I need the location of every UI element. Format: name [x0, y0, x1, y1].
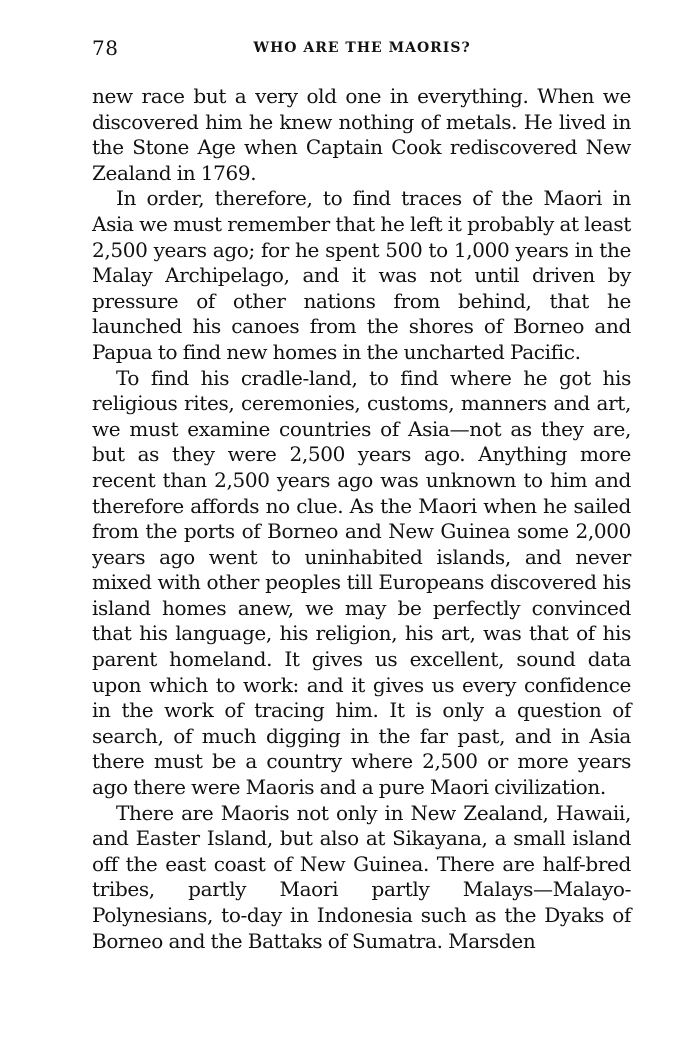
page-number: 78 — [92, 36, 119, 60]
page-header — [92, 36, 632, 62]
running-title: WHO ARE THE MAORIS? — [253, 40, 471, 56]
body-text — [92, 84, 631, 954]
paragraph: In order, therefore, to find traces of the Maori in Asia we must remember that he left it probably at least 2,500 years ago; for he spent 500 to 1,000 years in the Malay Archipelago, and it was not until driven by pressure of other nations from behind, that he launched his canoes from the shores of Borneo and Papua to find new homes in the uncharted Pacific. — [92, 186, 631, 364]
paragraph-continued: new race but a very old one in everything. When we discovered him he knew nothing of metals. He lived in the Stone Age when Captain Cook rediscovered New Zealand in 1769. — [92, 84, 631, 185]
paragraph: There are Maoris not only in New Zealand, Hawaii, and Easter Island, but also at Sikayana, a small island off the east coast of New Guinea. There are half-bred tribes, partly Maori partly Malays—Malayo-Polynesians, to-day in Indonesia such as the Dyaks of Borneo and the Battaks of Sumatra. Marsden — [92, 800, 631, 953]
paragraph: To find his cradle-land, to find where he got his religious rites, ceremonies, customs, manners and art, we must examine countries of Asia—not as they are, but as they were 2,500 years ago. Anything more recent than 2,500 years ago was unknown to him and therefore affords no clue. As the Maori when he sailed from the ports of Borneo and New Guinea some 2,000 years ago went to uninhabited islands, and never mixed with other peoples till Europeans discovered his island homes anew, we may be perfectly convinced that his language, his religion, his art, was that of his parent homeland. It gives us excellent, sound data upon which to work: and it gives us every confidence in the work of tracing him. It is only a question of search, of much digging in the far past, and in Asia there must be a country where 2,500 or more years ago there were Maoris and a pure Maori civilization. — [92, 365, 631, 800]
